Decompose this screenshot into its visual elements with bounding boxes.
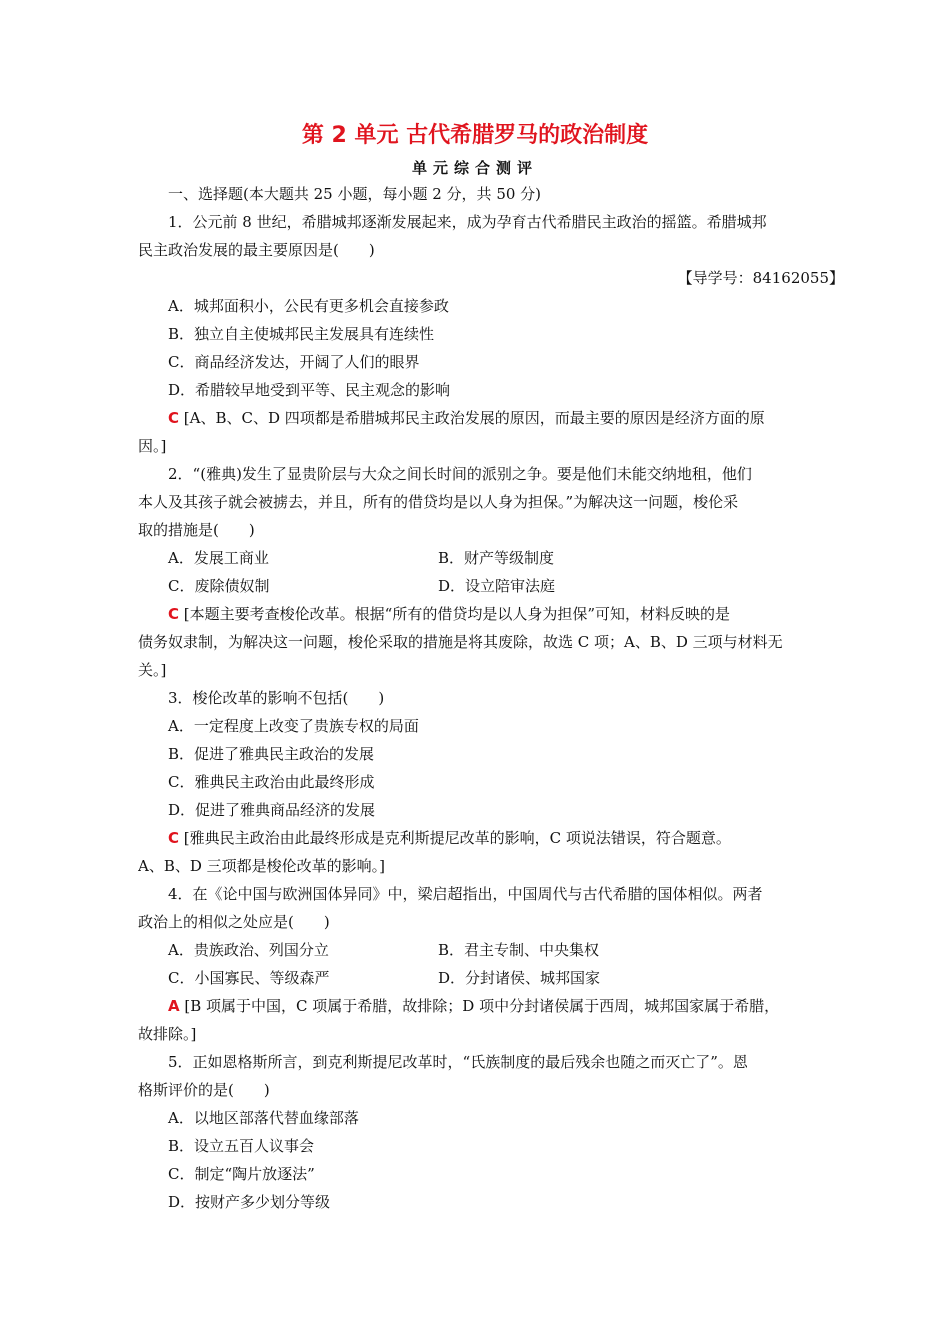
answer-letter: A xyxy=(168,997,180,1015)
question-2 xyxy=(138,460,844,684)
page-title: 第 2 单元 古代希腊罗马的政治制度 xyxy=(301,123,649,148)
option-b: B．财产等级制度 xyxy=(438,549,555,567)
answer-letter: C xyxy=(168,409,180,427)
question-stem: 2．“(雅典)发生了显贵阶层与大众之间长时间的派别之争。要是他们未能交纳地租，他们 xyxy=(168,465,752,483)
explanation xyxy=(138,600,844,628)
option-c: C．制定“陶片放逐法” xyxy=(168,1165,315,1183)
question-stem: 格斯评价的是( ) xyxy=(138,1081,270,1099)
question-stem: 3．梭伦改革的影响不包括( ) xyxy=(168,689,385,707)
option-b: B．独立自主使城邦民主发展具有连续性 xyxy=(168,325,435,343)
option-row xyxy=(138,544,844,572)
question-stem: 取的措施是( ) xyxy=(138,521,255,539)
explanation xyxy=(138,404,844,432)
question-5 xyxy=(138,1048,844,1216)
question-3 xyxy=(138,684,844,880)
option-c: C．商品经济发达，开阔了人们的眼界 xyxy=(168,353,420,371)
question-1 xyxy=(138,208,844,460)
explanation xyxy=(138,992,844,1020)
option-b: B．设立五百人议事会 xyxy=(168,1137,315,1155)
option-c: C．雅典民主政治由此最终形成 xyxy=(168,773,375,791)
explanation-text: 故排除。] xyxy=(138,1025,197,1043)
answer-letter: C xyxy=(168,605,180,623)
option-d: D．分封诸侯、城邦国家 xyxy=(438,969,601,987)
answer-letter: C xyxy=(168,829,180,847)
question-stem: 本人及其孩子就会被掳去，并且，所有的借贷均是以人身为担保。”为解决这一问题，梭伦采 xyxy=(138,493,739,511)
question-4 xyxy=(138,880,844,1048)
explanation-text: 关。] xyxy=(138,661,167,679)
option-c: C．小国寡民、等级森严 xyxy=(168,969,330,987)
question-stem: 1．公元前 8 世纪，希腊城邦逐渐发展起来，成为孕育古代希腊民主政治的摇篮。希腊城邦 xyxy=(168,213,767,231)
question-stem: 民主政治发展的最主要原因是( ) xyxy=(138,241,375,259)
option-a: A．以地区部落代替血缘部落 xyxy=(168,1109,359,1127)
explanation-text: [本题主要考查梭伦改革。根据“所有的借贷均是以人身为担保”可知，材料反映的是 xyxy=(183,605,730,623)
page-subtitle: 单元综合测评 xyxy=(411,159,538,177)
explanation-text: 因。] xyxy=(138,437,167,455)
option-c: C．废除债奴制 xyxy=(168,577,270,595)
guide-number: 【导学号：84162055】 xyxy=(677,269,844,287)
explanation xyxy=(138,824,844,852)
option-a: A．一定程度上改变了贵族专权的局面 xyxy=(168,717,419,735)
option-row xyxy=(138,964,844,992)
option-d: D．希腊较早地受到平等、民主观念的影响 xyxy=(168,381,451,399)
document-body xyxy=(138,180,844,1216)
explanation-text: [雅典民主政治由此最终形成是克利斯提尼改革的影响，C 项说法错误，符合题意。 xyxy=(183,829,731,847)
option-b: B．促进了雅典民主政治的发展 xyxy=(168,745,375,763)
section-heading: 一、选择题(本大题共 25 小题，每小题 2 分，共 50 分) xyxy=(168,185,542,203)
option-a: A．贵族政治、列国分立 xyxy=(168,941,329,959)
option-b: B．君主专制、中央集权 xyxy=(438,941,600,959)
explanation-text: A、B、D 三项都是梭伦改革的影响。] xyxy=(138,857,386,875)
option-d: D．设立陪审法庭 xyxy=(438,577,556,595)
option-a: A．发展工商业 xyxy=(168,549,269,567)
option-row xyxy=(138,936,844,964)
question-stem: 5．正如恩格斯所言，到克利斯提尼改革时，“氏族制度的最后残余也随之而灭亡了”。恩 xyxy=(168,1053,748,1071)
explanation-text: 债务奴隶制，为解决这一问题，梭伦采取的措施是将其废除，故选 C 项；A、B、D 三项与材料无 xyxy=(138,633,783,651)
option-a: A．城邦面积小，公民有更多机会直接参政 xyxy=(168,297,449,315)
option-row xyxy=(138,572,844,600)
explanation-text: [A、B、C、D 四项都是希腊城邦民主政治发展的原因，而最主要的原因是经济方面的原 xyxy=(183,409,765,427)
question-stem: 政治上的相似之处应是( ) xyxy=(138,913,330,931)
option-d: D．促进了雅典商品经济的发展 xyxy=(168,801,376,819)
question-stem: 4．在《论中国与欧洲国体异同》中，梁启超指出，中国周代与古代希腊的国体相似。两者 xyxy=(168,885,763,903)
explanation-text: [B 项属于中国，C 项属于希腊，故排除；D 项中分封诸侯属于西周，城邦国家属于希腊， xyxy=(184,997,780,1015)
option-d: D．按财产多少划分等级 xyxy=(168,1193,331,1211)
